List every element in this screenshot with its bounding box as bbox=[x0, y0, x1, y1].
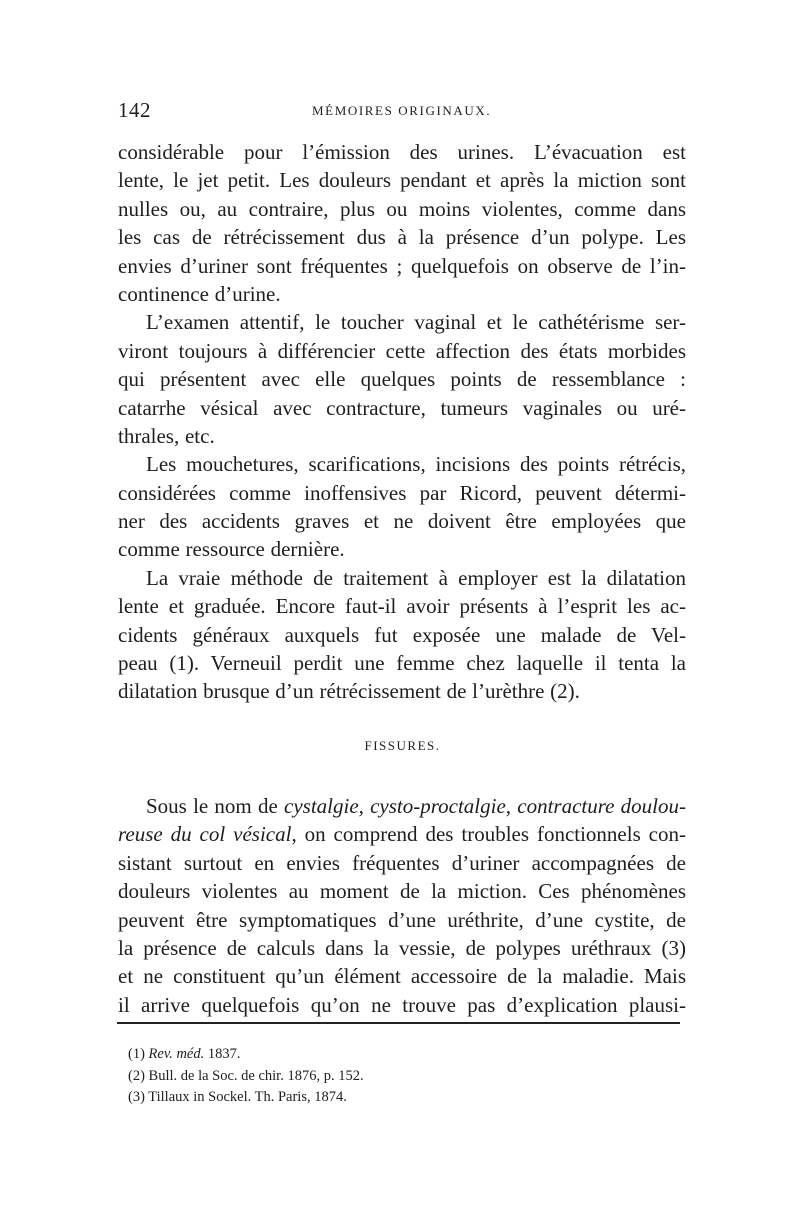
text-line: peuvent être symptomatiques d’une uréthrite, d’une cystite, de bbox=[118, 907, 686, 932]
text-line: il arrive quelquefois qu’on ne trouve pas d’explication plausi- bbox=[118, 992, 686, 1017]
page-number: 142 bbox=[118, 98, 151, 122]
footnote-rule bbox=[117, 1022, 680, 1024]
text-line: lente, le jet petit. Les douleurs pendant et après la miction sont bbox=[118, 168, 686, 193]
text-line: peau (1). Verneuil perdit une femme chez laquelle il tenta la bbox=[118, 651, 686, 676]
text-run: Sous le nom de bbox=[146, 794, 285, 818]
text-line: qui présentent avec elle quelques points de ressemblance : bbox=[118, 367, 686, 392]
italic-term: reuse du col vésical bbox=[118, 822, 292, 847]
text-line: cidents généraux auxquels fut exposée une malade de Vel- bbox=[118, 622, 686, 647]
text-line: dilatation brusque d’un rétrécissement de l’urèthre (2). bbox=[118, 679, 580, 704]
text-line: la présence de calculs dans la vessie, de polypes uréthraux (3) bbox=[118, 935, 686, 960]
section-heading: FISSURES. bbox=[364, 738, 441, 753]
footnote-1 bbox=[128, 1044, 678, 1066]
text-line: L’examen attentif, le toucher vaginal et le cathétérisme ser- bbox=[146, 310, 686, 335]
text-line: continence d’urine. bbox=[118, 281, 281, 306]
page-header bbox=[118, 98, 683, 124]
footnote-2: (2) Bull. de la Soc. de chir. 1876, p. 152. bbox=[128, 1067, 364, 1084]
text-line: ner des accidents graves et ne doivent être employées que bbox=[118, 509, 686, 534]
text-line: et ne constituent qu’un élément accessoire de la maladie. Mais bbox=[118, 964, 686, 989]
text-line: considérées comme inoffensives par Ricord, peuvent détermi- bbox=[118, 480, 686, 505]
text-line: considérable pour l’émission des urines. L’évacuation est bbox=[118, 140, 686, 164]
text-line bbox=[118, 792, 686, 820]
footnote-number: (1) bbox=[128, 1046, 149, 1062]
text-line: sistant surtout en envies fréquentes d’uriner accompagnées de bbox=[118, 850, 686, 875]
body-text-top bbox=[118, 138, 686, 706]
text-line: les cas de rétrécissement dus à la présence d’un polype. Les bbox=[118, 225, 686, 250]
text-line bbox=[118, 820, 686, 848]
text-line: nulles ou, au contraire, plus ou moins violentes, comme dans bbox=[118, 196, 686, 221]
text-line: catarrhe vésical avec contracture, tumeurs vaginales ou uré- bbox=[118, 395, 686, 420]
text-line: douleurs violentes au moment de la miction. Ces phénomènes bbox=[118, 879, 686, 904]
text-run: , on comprend des troubles fonctionnels con- bbox=[291, 822, 686, 847]
running-head: MÉMOIRES ORIGINAUX. bbox=[312, 103, 492, 118]
text-line: La vraie méthode de traitement à employer est la dilatation bbox=[146, 565, 686, 590]
italic-term: cystalgie, cysto-proctalgie, contracture doulou- bbox=[284, 794, 686, 818]
text-line: envies d’uriner sont fréquentes ; quelquefois on observe de l’in- bbox=[118, 253, 686, 278]
text-line: lente et graduée. Encore faut-il avoir présents à l’esprit les ac- bbox=[118, 594, 686, 619]
text-line: viront toujours à différencier cette affection des états morbides bbox=[118, 338, 686, 363]
body-text-fissures bbox=[118, 792, 686, 1019]
footnote-year: 1837. bbox=[204, 1046, 241, 1062]
footnotes bbox=[128, 1044, 678, 1109]
footnote-journal: Rev. méd. bbox=[148, 1046, 205, 1062]
text-line: thrales, etc. bbox=[118, 423, 215, 448]
footnote-3: (3) Tillaux in Sockel. Th. Paris, 1874. bbox=[128, 1089, 347, 1105]
text-line: comme ressource dernière. bbox=[118, 537, 345, 562]
text-line: Les mouchetures, scarifications, incisions des points rétrécis, bbox=[146, 452, 686, 477]
